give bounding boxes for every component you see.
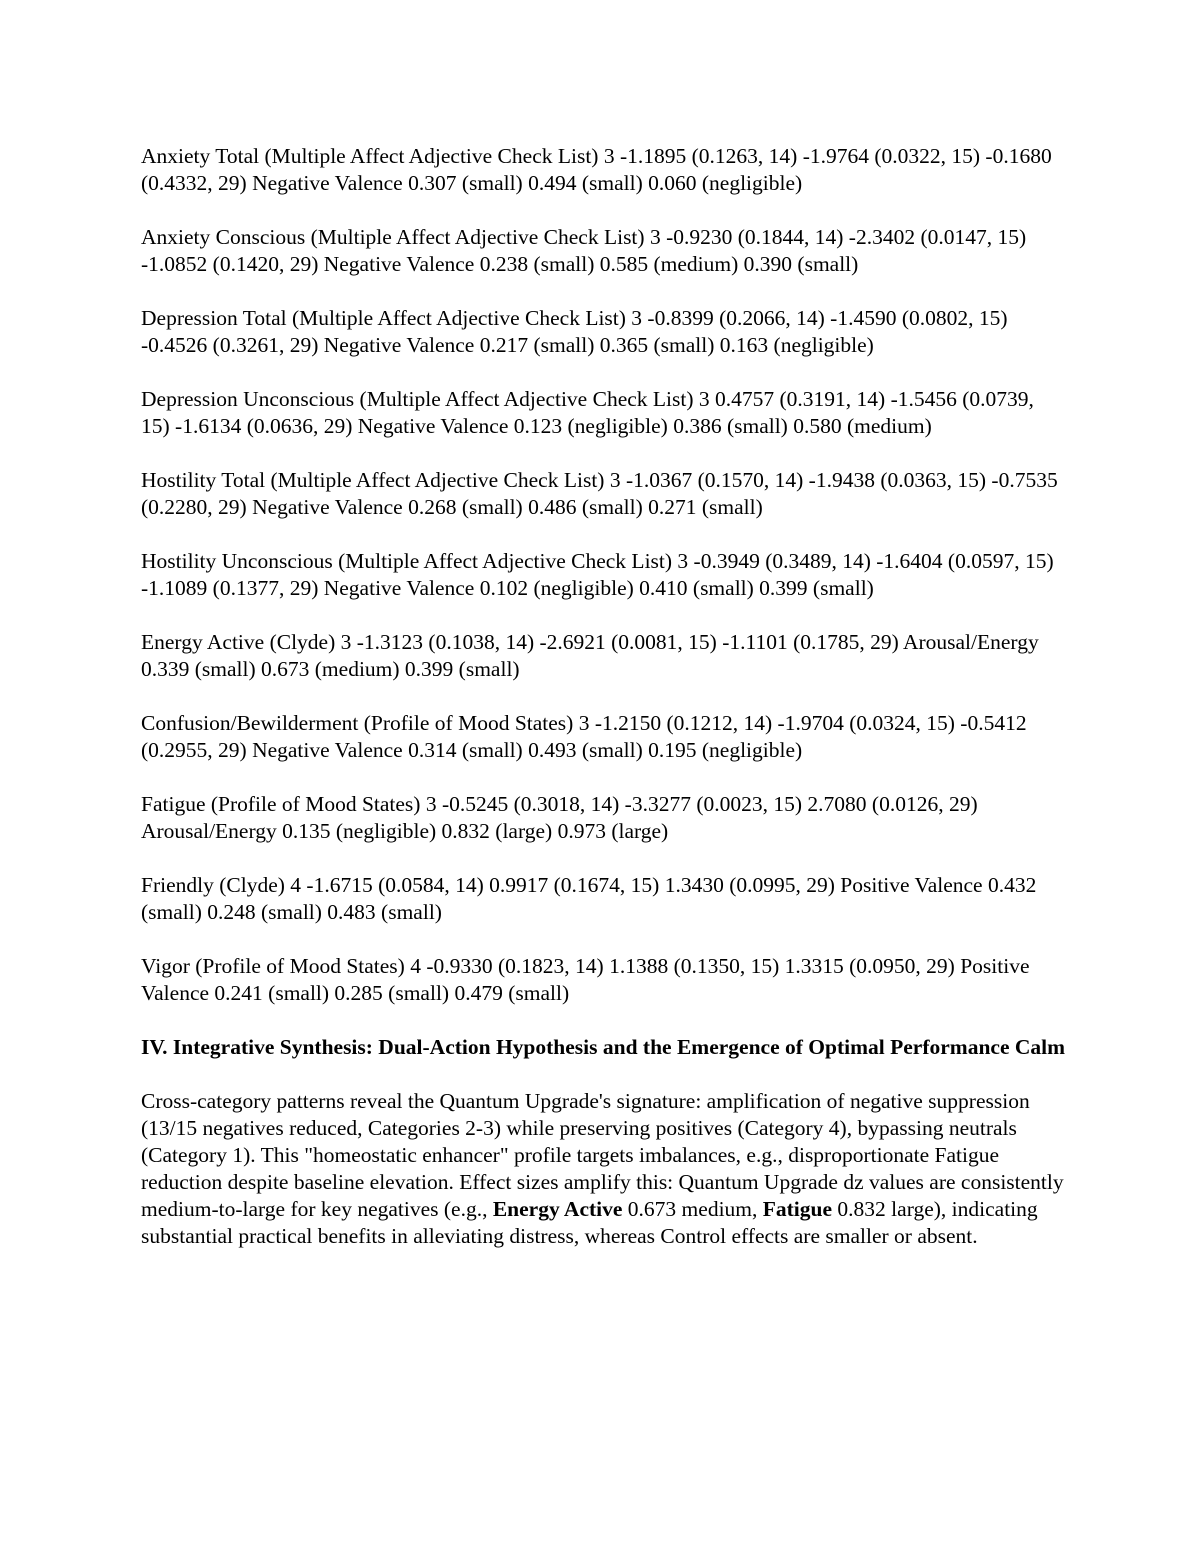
synthesis-text-part-2: 0.673 medium, [622,1197,763,1221]
results-entry-hostility-unconscious: Hostility Unconscious (Multiple Affect Adjective Check List) 3 -0.3949 (0.3489, 14) -1.6404 (0.0597, 15) -1.1089 (0.1377, 29) Negative Valence 0.102 (negligible) 0.410 (small) 0.399 (small) [141,549,1054,600]
results-entry-depression-unconscious: Depression Unconscious (Multiple Affect Adjective Check List) 3 0.4757 (0.3191, 14) -1.5456 (0.0739, 15) -1.6134 (0.0636, 29) Negative Valence 0.123 (negligible) 0.386 (small) 0.580 (medium) [141,387,1034,438]
results-entry-friendly: Friendly (Clyde) 4 -1.6715 (0.0584, 14) 0.9917 (0.1674, 15) 1.3430 (0.0995, 29) Positive Valence 0.432 (small) 0.248 (small) 0.483 (small) [141,873,1037,924]
synthesis-paragraph [141,1088,1066,1250]
results-entry-anxiety-conscious: Anxiety Conscious (Multiple Affect Adjective Check List) 3 -0.9230 (0.1844, 14) -2.3402 (0.0147, 15) -1.0852 (0.1420, 29) Negative Valence 0.238 (small) 0.585 (medium) 0.390 (small) [141,225,1027,276]
synthesis-bold-energy-active: Energy Active [492,1197,623,1221]
results-entry-hostility-total: Hostility Total (Multiple Affect Adjective Check List) 3 -1.0367 (0.1570, 14) -1.9438 (0.0363, 15) -0.7535 (0.2280, 29) Negative Valence 0.268 (small) 0.486 (small) 0.271 (small) [141,468,1058,519]
results-entry-fatigue: Fatigue (Profile of Mood States) 3 -0.5245 (0.3018, 14) -3.3277 (0.0023, 15) 2.7080 (0.0126, 29) Arousal/Energy 0.135 (negligible) 0.832 (large) 0.973 (large) [141,792,978,843]
results-entry-vigor: Vigor (Profile of Mood States) 4 -0.9330 (0.1823, 14) 1.1388 (0.1350, 15) 1.3315 (0.0950, 29) Positive Valence 0.241 (small) 0.285 (small) 0.479 (small) [141,954,1030,1005]
results-entry-energy-active: Energy Active (Clyde) 3 -1.3123 (0.1038, 14) -2.6921 (0.0081, 15) -1.1101 (0.1785, 29) Arousal/Energy 0.339 (small) 0.673 (medium) 0.399 (small) [141,630,1039,681]
results-entry-anxiety-total: Anxiety Total (Multiple Affect Adjective Check List) 3 -1.1895 (0.1263, 14) -1.9764 (0.0322, 15) -0.1680 (0.4332, 29) Negative Valence 0.307 (small) 0.494 (small) 0.060 (negligible) [141,144,1052,195]
results-entry-depression-total: Depression Total (Multiple Affect Adjective Check List) 3 -0.8399 (0.2066, 14) -1.4590 (0.0802, 15) -0.4526 (0.3261, 29) Negative Valence 0.217 (small) 0.365 (small) 0.163 (negligible) [141,306,1008,357]
synthesis-bold-fatigue: Fatigue [762,1197,833,1221]
synthesis-text-part-3: 0.832 large), indicating substantial practical benefits in alleviating distress, whereas Control effects are smaller or absent. [141,1197,1038,1248]
section-heading: IV. Integrative Synthesis: Dual-Action Hypothesis and the Emergence of Optimal Performance Calm [141,1035,1066,1059]
results-entry-confusion-bewilderment: Confusion/Bewilderment (Profile of Mood States) 3 -1.2150 (0.1212, 14) -1.9704 (0.0324, 15) -0.5412 (0.2955, 29) Negative Valence 0.314 (small) 0.493 (small) 0.195 (negligible) [141,711,1027,762]
document-page [141,143,1066,1250]
synthesis-text-part-1: Cross-category patterns reveal the Quantum Upgrade's signature: amplification of negative suppression (13/15 negatives reduced, Categories 2-3) while preserving positives (Category 4), bypassing neutrals (Category 1). This "homeostatic enhancer" profile targets imbalances, e.g., disproportionate Fatigue reduction despite baseline elevation. Effect sizes amplify this: Quantum Upgrade dz values are consistently medium-to-large for key negatives (e.g., [141,1089,1064,1221]
